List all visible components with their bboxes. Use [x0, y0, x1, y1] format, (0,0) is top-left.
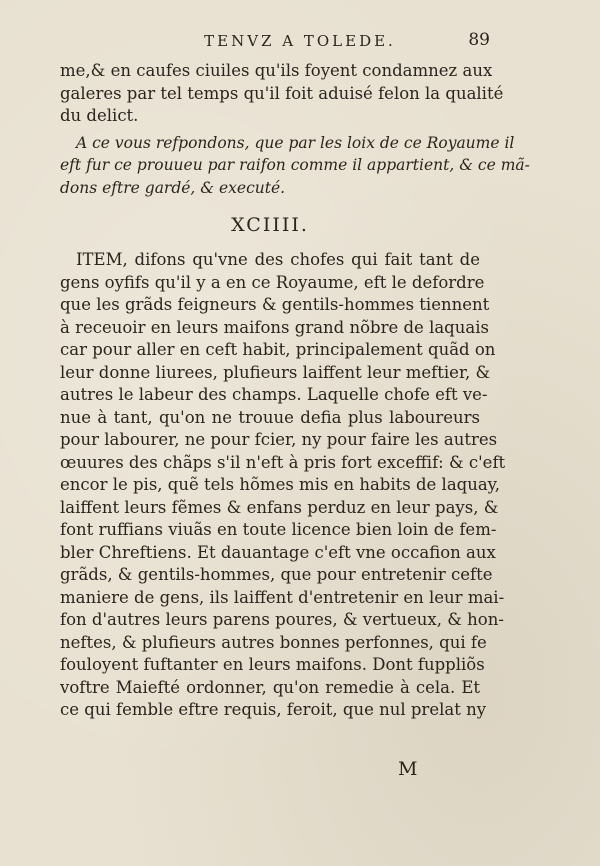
text-line: me,& en caufes ciuiles qu'ils foyent condamnez aux: [60, 61, 493, 80]
text-line: maniere de gens, ils laiffent d'entretenir en leur mai-: [60, 587, 505, 607]
text-line: ITEM, difons qu'vne des chofes qui fait tant de: [76, 250, 480, 269]
section-number: XCIIII.: [231, 214, 309, 236]
text-line: leur donne liurees, plufieurs laiffent leur meftier, &: [60, 362, 491, 382]
text-line: autres le labeur des champs. Laquelle chofe eft ve-: [60, 385, 488, 404]
text-line: ce qui femble eftre requis, feroit, que nul prelat ny: [60, 700, 487, 719]
text-line: voftre Maiefté ordonner, qu'on remedie à cela. Et: [60, 677, 480, 697]
page-text: [60, 56, 530, 722]
running-title: TENVZ A TOLEDE.: [204, 32, 396, 50]
intro-paragraph: [60, 60, 504, 128]
text-line: font ruffians viuãs en toute licence bien loin de fem-: [60, 520, 497, 539]
text-line: gens oyfifs qu'il y a en ce Royaume, eft le defordre: [60, 272, 485, 292]
page-number: 89: [468, 30, 490, 50]
text-line: neftes, & plufieurs autres bonnes perfonnes, qui fe: [60, 632, 487, 652]
text-line: galeres par tel temps qu'il foit aduisé felon la qualité: [60, 83, 504, 103]
text-line: dons eftre gardé, & executé.: [60, 178, 286, 197]
text-line: A ce vous refpondons, que par les loix de ce Royaume il: [76, 133, 515, 152]
signature-mark: M: [398, 758, 418, 780]
response-paragraph: [60, 132, 530, 200]
text-line: nue à tant, qu'on ne trouue defia plus laboureurs: [60, 407, 480, 427]
text-line: bler Chreftiens. Et dauantage c'eft vne occafion aux: [60, 542, 496, 562]
text-line: que les grãds feigneurs & gentils-hommes tiennent: [60, 295, 490, 314]
text-line: pour labourer, ne pour fcier, ny pour faire les autres: [60, 430, 498, 449]
footer-area: [0, 758, 600, 788]
text-line: car pour aller en ceft habit, principalement quãd on: [60, 340, 496, 359]
text-line: du delict.: [60, 106, 139, 125]
text-line: fouloyent fuftanter en leurs maifons. Dont fuppliõs: [60, 655, 485, 674]
text-line: eft fur ce prouueu par raifon comme il appartient, & ce mã-: [60, 156, 530, 174]
article-paragraph: [60, 249, 506, 722]
text-line: laiffent leurs fẽmes & enfans perduz en leur pays, &: [60, 497, 499, 517]
text-line: grãds, & gentils-hommes, que pour entretenir cefte: [60, 565, 493, 584]
text-line: encor le pis, quẽ tels hõmes mis en habits de laquay,: [60, 475, 501, 494]
text-line: fon d'autres leurs parens poures, & vertueux, & hon-: [60, 610, 504, 629]
text-line: à receuoir en leurs maifons grand nõbre de laquais: [60, 317, 489, 337]
text-line: œuures des chãps s'il n'eft à pris fort exceffif: & c'eft: [60, 452, 506, 472]
